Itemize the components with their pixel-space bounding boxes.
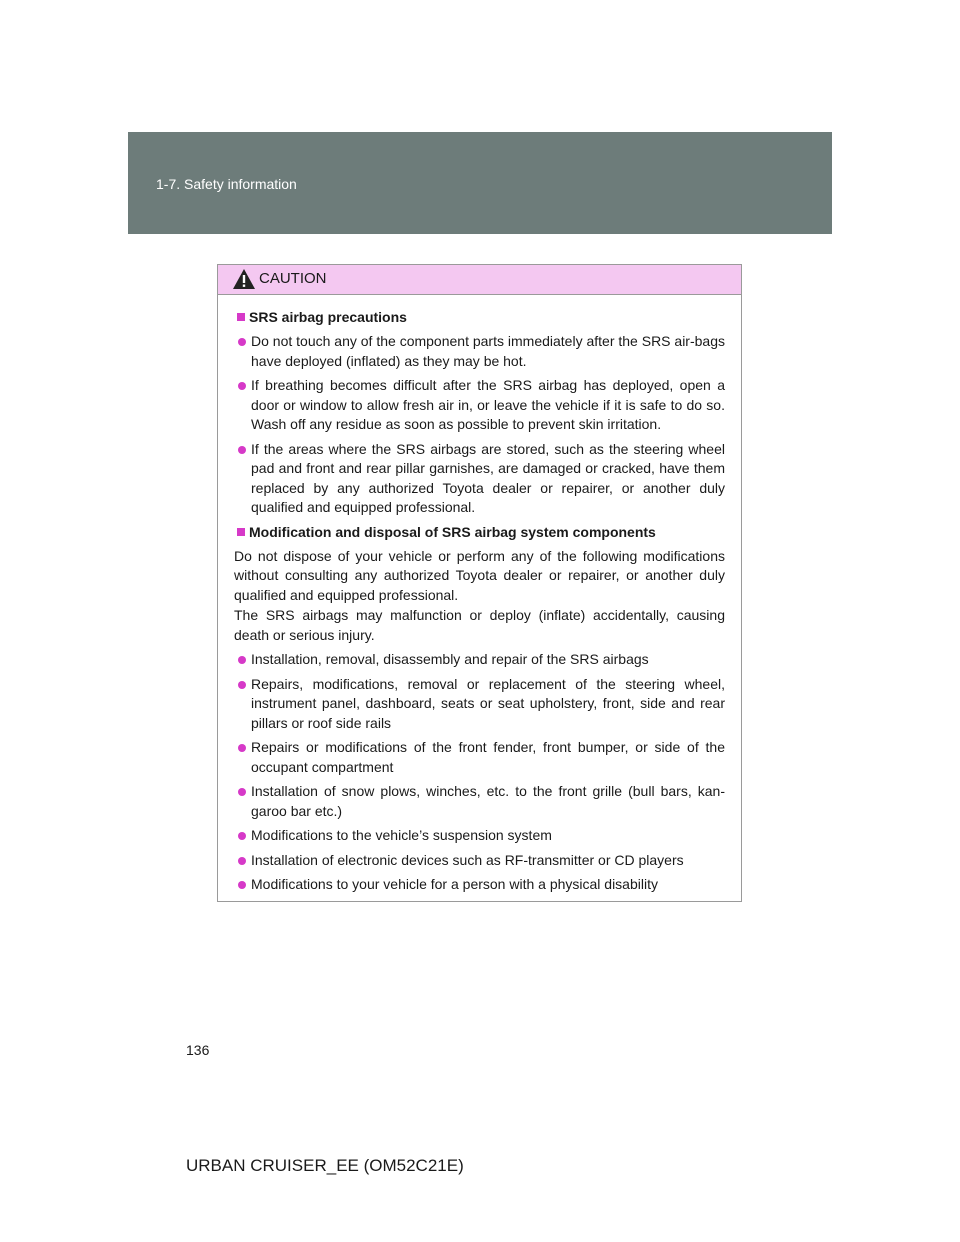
section-heading-text: Modification and disposal of SRS airbag system components <box>249 523 656 540</box>
caution-title: CAUTION <box>259 270 327 287</box>
square-bullet-icon <box>237 313 245 321</box>
section-title: 1-7. Safety information <box>156 176 297 192</box>
bullet-dot-icon <box>238 788 246 796</box>
section-heading-text: SRS airbag precautions <box>249 309 407 325</box>
bullet-dot-icon <box>238 857 246 865</box>
list-item <box>234 738 725 777</box>
paragraph-block <box>234 547 725 646</box>
warning-triangle-icon <box>232 268 256 290</box>
list-item <box>234 875 725 895</box>
list-item-text: Modifications to your vehicle for a person with a physical disability <box>251 876 658 892</box>
list-item <box>234 782 725 821</box>
paragraph: The SRS airbags may malfunction or deploy (inflate) accidentally, causing death or serious injury. <box>234 607 725 643</box>
list-item <box>234 376 725 435</box>
bullet-dot-icon <box>238 382 246 390</box>
list-item-text: Installation, removal, disassembly and repair of the SRS airbags <box>251 651 649 667</box>
list-item-text: Installation of snow plows, winches, etc. to the front grille (bull bars, kan-garoo bar etc.) <box>251 783 725 819</box>
footer-model-code: URBAN CRUISER_EE (OM52C21E) <box>186 1156 464 1175</box>
bullet-dot-icon <box>238 744 246 752</box>
paragraph: Do not dispose of your vehicle or perform any of the following modifications without consulting any authorized Toyota dealer or repairer, or another duly qualified and equipped professional. <box>234 547 725 603</box>
caution-header <box>218 265 741 295</box>
section-heading <box>234 523 725 542</box>
list-item <box>234 675 725 734</box>
list-item <box>234 826 725 846</box>
list-item-text: If breathing becomes difficult after the SRS airbag has deployed, open a door or window to allow fresh air in, or leave the vehicle if it is safe to do so. Wash off any residue as soon as possible to prevent skin irritation. <box>251 377 725 432</box>
page-number: 136 <box>186 1042 210 1058</box>
list-item <box>234 440 725 518</box>
bullet-dot-icon <box>238 681 246 689</box>
bullet-dot-icon <box>238 338 246 346</box>
list-item-text: Installation of electronic devices such as RF-transmitter or CD players <box>251 851 684 868</box>
bullet-dot-icon <box>238 656 246 664</box>
list-item <box>234 650 725 670</box>
list-item-text: Repairs or modifications of the front fender, front bumper, or side of the occupant compartment <box>251 739 725 775</box>
header-band <box>128 132 832 234</box>
list-item-text: Modifications to the vehicle’s suspension system <box>251 827 552 843</box>
bullet-dot-icon <box>238 832 246 840</box>
list-item <box>234 851 725 871</box>
caution-box <box>217 264 742 902</box>
list-item-text: If the areas where the SRS airbags are stored, such as the steering wheel pad and front and rear pillar garnishes, are damaged or cracked, have them replaced by any authorized Toyota dealer or repairer, or another duly qualified and equipped professional. <box>251 440 725 515</box>
caution-body <box>218 295 741 895</box>
bullet-dot-icon <box>238 881 246 889</box>
section-heading <box>234 308 725 327</box>
list-item-text: Do not touch any of the component parts immediately after the SRS air-bags have deployed (inflated) as they may be hot. <box>251 333 725 369</box>
list-item <box>234 332 725 371</box>
bullet-dot-icon <box>238 446 246 454</box>
square-bullet-icon <box>237 528 245 536</box>
list-item-text: Repairs, modifications, removal or replacement of the steering wheel, instrument panel, dashboard, seats or seat upholstery, front, side and rear pillars or roof side rails <box>251 675 725 731</box>
